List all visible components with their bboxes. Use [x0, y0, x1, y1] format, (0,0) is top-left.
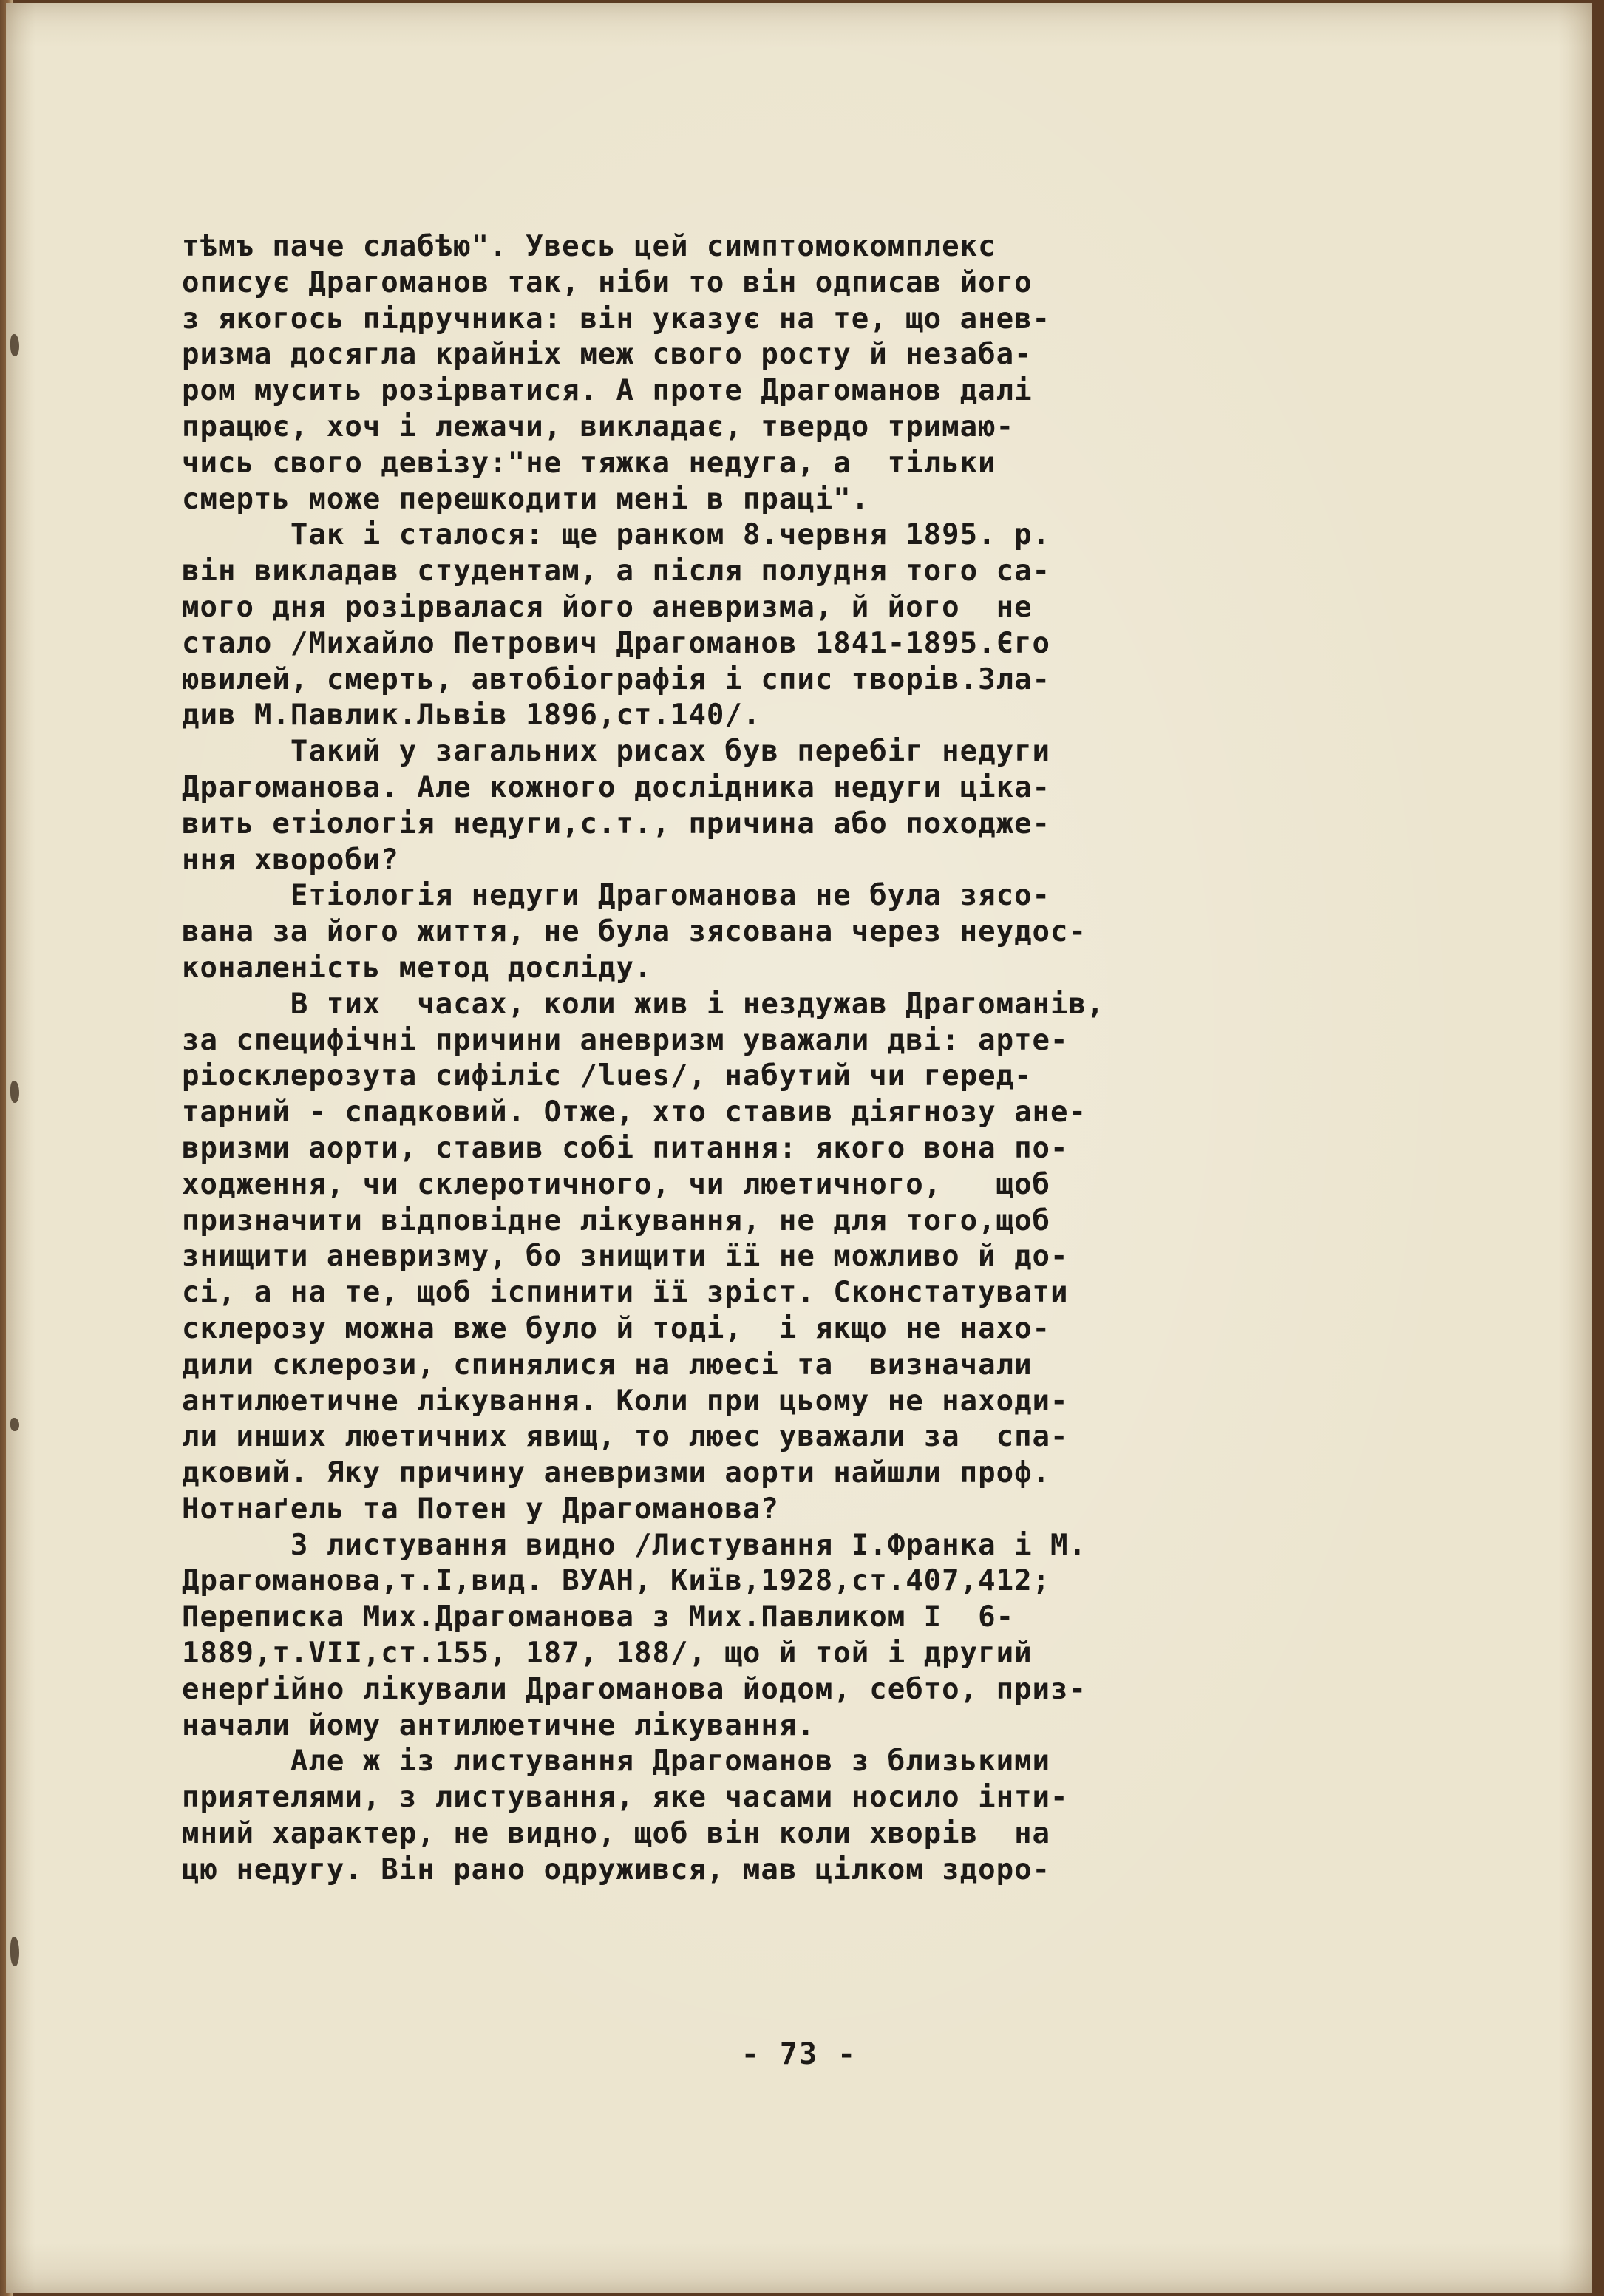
- text-line: Так і сталося: ще ранком 8.червня 1895. р.: [182, 518, 1051, 552]
- text-line: стало /Михайло Петрович Драгоманов 1841-1895.Єго: [182, 626, 1051, 660]
- text-line: описує Драгоманов так, ніби то він одписав його: [182, 265, 1033, 299]
- text-line: вить етіологія недуги,с.т., причина або походже-: [182, 806, 1051, 840]
- text-line: за специфічні причини аневризм уважали дві: арте-: [182, 1023, 1069, 1057]
- text-line: В тих часах, коли жив і нездужав Драгоманів,: [182, 987, 1105, 1021]
- text-line: 1889,т.VII,ст.155, 187, 188/, що й той і другий: [182, 1637, 1033, 1671]
- text-line: сі, а на те, щоб іспинити її зріст. Сконстатувати: [182, 1276, 1069, 1310]
- binding-mark: [10, 1937, 19, 1966]
- text-line: дили склерози, спинялися на люесі та визначали: [182, 1348, 1033, 1382]
- text-line: з якогось підручника: він указує на те, що анев-: [182, 302, 1051, 336]
- text-line: працює, хоч і лежачи, викладає, твердо тримаю-: [182, 410, 1015, 444]
- page-number: - 73 -: [741, 2037, 857, 2071]
- text-line: антилюетичне лікування. Коли при цьому не находи-: [182, 1384, 1069, 1418]
- text-line: Переписка Мих.Драгоманова з Мих.Павликом I 6-: [182, 1600, 1015, 1634]
- text-line: цю недугу. Він рано одружився, мав цілком здоро-: [182, 1852, 1051, 1886]
- text-line: він викладав студентам, а після полудня того са-: [182, 554, 1051, 588]
- text-line: ювилей, смерть, автобіографія і спис творів.Зла-: [182, 662, 1051, 696]
- text-line: коналеність метод досліду.: [182, 951, 653, 985]
- text-line: мний характер, не видно, щоб він коли хворів на: [182, 1817, 1051, 1851]
- text-line: Драгоманова,т.І,вид. ВУАН, Київ,1928,ст.407,412;: [182, 1564, 1051, 1598]
- text-line: Етіологія недуги Драгоманова не була зясо-: [182, 879, 1051, 913]
- text-line: призначити відповідне лікування, не для того,щоб: [182, 1203, 1051, 1237]
- text-line: дковий. Яку причину аневризми аорти найшли проф.: [182, 1456, 1051, 1490]
- text-line: З листування видно /Листування І.Франка і М.: [182, 1528, 1087, 1562]
- typed-page: [6, 3, 1592, 2293]
- text-line: смерть може перешкодити мені в праці".: [182, 482, 870, 516]
- text-line: приятелями, з листування, яке часами носило інти-: [182, 1781, 1069, 1815]
- text-line: ризма досягла крайніх меж свого росту й незаба-: [182, 338, 1033, 372]
- text-line: Драгоманова. Але кожного дослідника недуги цікa-: [182, 770, 1051, 804]
- text-line: Нотнаґель та Потен у Драгоманова?: [182, 1492, 779, 1526]
- page-text-block: [182, 229, 1409, 1889]
- binding-mark: [10, 1418, 19, 1431]
- text-line: енерґійно лікували Драгоманова йодом, себто, приз-: [182, 1672, 1087, 1706]
- text-line: ходження, чи склеротичного, чи люетичного, щоб: [182, 1167, 1051, 1201]
- text-line: тѣмъ паче слабѣю". Увесь цей симптомокомплекс: [182, 230, 996, 263]
- text-line: ли инших люетичних явищ, то люес уважали за спа-: [182, 1420, 1069, 1454]
- text-line: див М.Павлик.Львів 1896,ст.140/.: [182, 699, 761, 733]
- text-line: вана за його життя, не була зясована через неудос-: [182, 915, 1087, 949]
- text-line: ння хвороби?: [182, 843, 399, 877]
- binding-mark: [10, 1081, 19, 1103]
- binding-mark: [10, 334, 19, 356]
- text-line: вризми аорти, ставив собі питання: якого вона по-: [182, 1131, 1069, 1165]
- text-line: тарний - спадковий. Отже, хто ставив діягнозу ане-: [182, 1096, 1087, 1130]
- text-line: мого дня розірвалася його аневризма, й його не: [182, 590, 1033, 624]
- text-line: Але ж із листування Драгоманов з близькими: [182, 1745, 1051, 1779]
- text-line: Такий у загальних рисах був перебіг недуги: [182, 735, 1051, 769]
- text-line: знищити аневризму, бо знищити її не можливо й до-: [182, 1240, 1069, 1274]
- text-line: ром мусить розірватися. А проте Драгоманов далі: [182, 374, 1033, 408]
- text-line: ріосклерозута сифіліс /lues/, набутий чи геред-: [182, 1059, 1033, 1093]
- text-line: склерозу можна вже було й тоді, і якщо не нахо-: [182, 1311, 1051, 1345]
- text-line: начали йому антилюетичне лікування.: [182, 1708, 815, 1742]
- text-line: чись свого девізу:"не тяжка недуга, а тільки: [182, 446, 996, 480]
